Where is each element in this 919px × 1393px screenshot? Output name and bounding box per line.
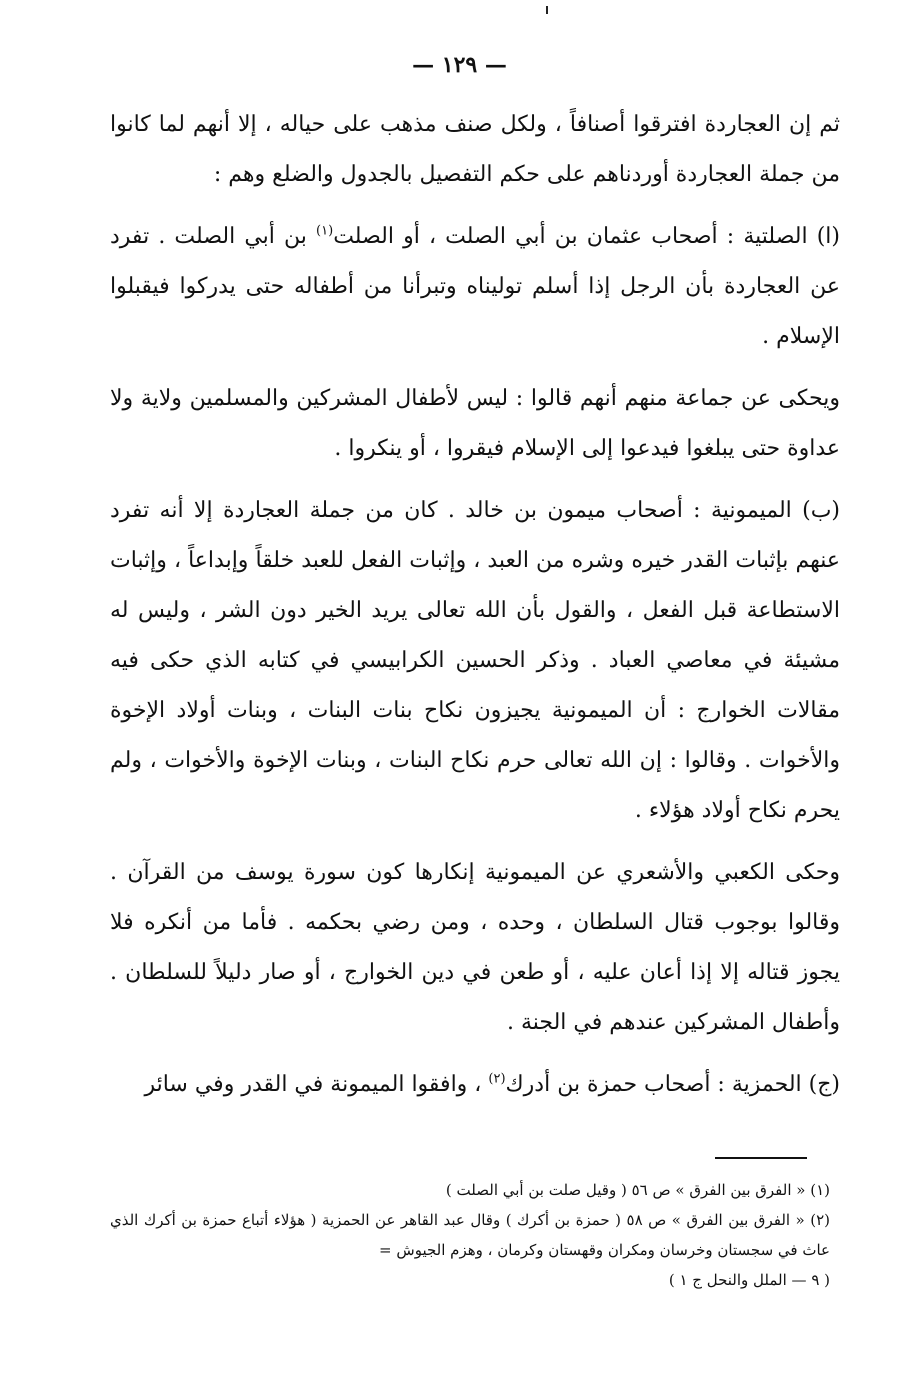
print-tick-mark	[546, 6, 548, 14]
signature-line: ( ٩ — الملل والنحل ج ١ )	[668, 1271, 830, 1289]
paragraph-kabi-ashari: وحكى الكعبي والأشعري عن الميمونية إنكارها كون سورة يوسف من القرآن . وقالوا بوجوب قتال السلطان ، وحده ، ومن رضي بحكمه . فأما من أنكره فلا يجوز قتاله إلا إذا أعان عليه ، أو طعن في دين الخوارج ، أو صار دليلاً للسلطان . وأطفال المشركين عندهم في الجنة .	[110, 860, 840, 1035]
paragraph-salatiyya	[110, 212, 840, 362]
footnote-1: (١) « الفرق بين الفرق » ص ٥٦ ( وقيل صلت بن أبي الصلت )	[445, 1181, 830, 1199]
paragraph-intro: ثم إن العجاردة افترقوا أصنافاً ، ولكل صنف مذهب على حياله ، إلا أنهم لما كانوا من جملة العجاردة أوردناهم على حكم التفصيل بالجدول والضلع وهم :	[110, 112, 840, 187]
page-number: — ١٢٩ —	[412, 52, 507, 78]
footnote-separator	[715, 1157, 807, 1159]
paragraph-maymuniyya: (ب) الميمونية : أصحاب ميمون بن خالد . كان من جملة العجاردة إلا أنه تفرد عنهم بإثبات القدر خيره وشره من العبد ، وإثبات الفعل للعبد خلقاً وإبداعاً ، وإثبات الاستطاعة قبل الفعل ، والقول بأن الله تعالى يريد الخير دون الشر ، وليس له مشيئة في معاصي العباد . وذكر الحسين الكرابيسي في كتابه الذي حكى فيه مقالات الخوارج : أن الميمونية يجيزون نكاح بنات البنات ، وبنات أولاد الإخوة والأخوات . وقالوا : إن الله تعالى حرم نكاح البنات ، وبنات الإخوة والأخوات ، ولم يحرم نكاح أولاد هؤلاء .	[110, 498, 840, 823]
footnote-ref-1: (١)	[316, 223, 334, 239]
footnotes	[110, 1175, 830, 1295]
paragraph-salatiyya-text-b: بن أبي الصلت . تفرد عن العجاردة بأن الرجل إذا أسلم توليناه وتبرأنا من أطفاله حتى يدركوا فيقبلوا الإسلام .	[110, 224, 840, 349]
footnote-ref-2: (٢)	[488, 1071, 506, 1087]
footnote-2: (٢) « الفرق بين الفرق » ص ٥٨ ( حمزة بن أكرك ) وقال عبد القاهر عن الحمزية ( هؤلاء أتباع حمزة بن أكرك الذي عاث في سجستان وخرسان ومكران وقهستان وكرمان ، وهزم الجيوش =	[110, 1211, 830, 1259]
paragraph-hamziyya-text-b: ، وافقوا الميمونة في القدر وفي سائر	[144, 1072, 489, 1097]
paragraph-group-report: ويحكى عن جماعة منهم أنهم قالوا : ليس لأطفال المشركين والمسلمين ولاية ولا عداوة حتى يبلغوا فيدعوا إلى الإسلام فيقروا ، أو ينكروا .	[110, 386, 840, 461]
paragraph-hamziyya-text-a: (ج) الحمزية : أصحاب حمزة بن أدرك	[505, 1072, 840, 1097]
main-text	[110, 100, 840, 1122]
paragraph-hamziyya	[110, 1060, 840, 1110]
paragraph-salatiyya-text-a: (ا) الصلتية : أصحاب عثمان بن أبي الصلت ، أو الصلت	[333, 224, 840, 249]
